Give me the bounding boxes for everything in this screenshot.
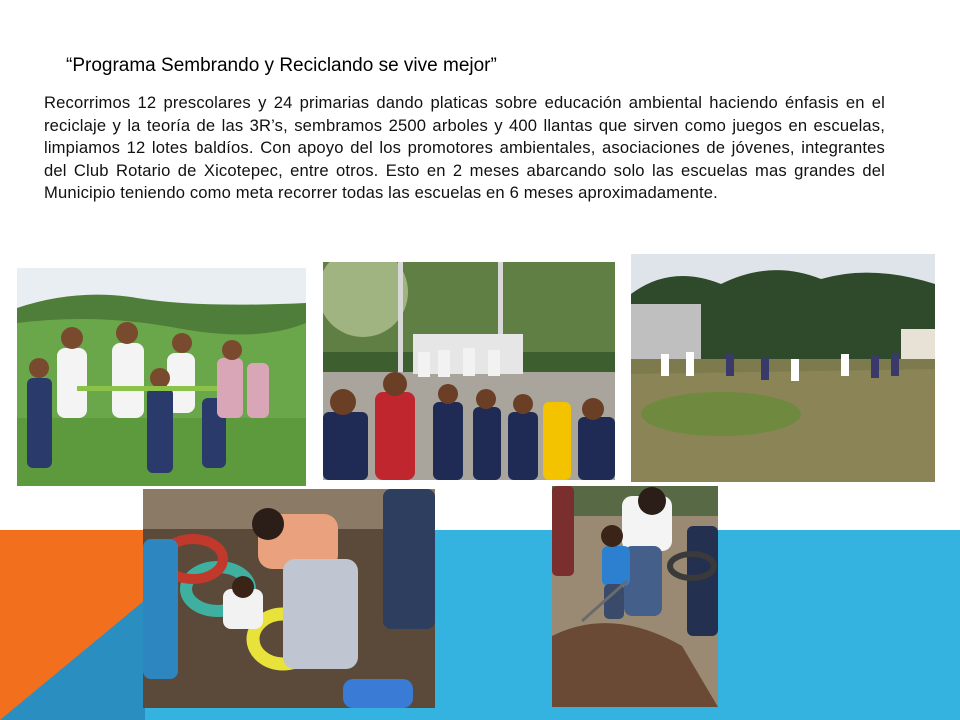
photo-child-planting-tree: [552, 486, 718, 707]
photo-field-planting: [631, 254, 935, 482]
slide-body-text: Recorrimos 12 prescolares y 24 primarias dando platicas sobre educación ambiental haciendo énfasis en el reciclaje y la teoría de las 3R’s, sembramos 2500 arboles y 400 llantas que sirven como juegos en escuelas, limpiamos 12 lotes baldíos. Con apoyo del los promotores ambientales, asociaciones de jóvenes, integrantes del Club Rotario de Xicotepec, entre otros. Esto en 2 meses abarcando solo las escuelas mas grandes del Municipio teniendo como meta recorrer todas las escuelas en 6 meses aproximadamente.: [44, 93, 885, 202]
decorative-band-corner: [0, 530, 145, 720]
slide-title: “Programa Sembrando y Reciclando se vive mejor”: [66, 55, 497, 76]
photo-school-assembly: [323, 262, 615, 480]
photo-painting-tires: [143, 489, 435, 708]
photo-children-group-outdoors: [17, 268, 306, 486]
